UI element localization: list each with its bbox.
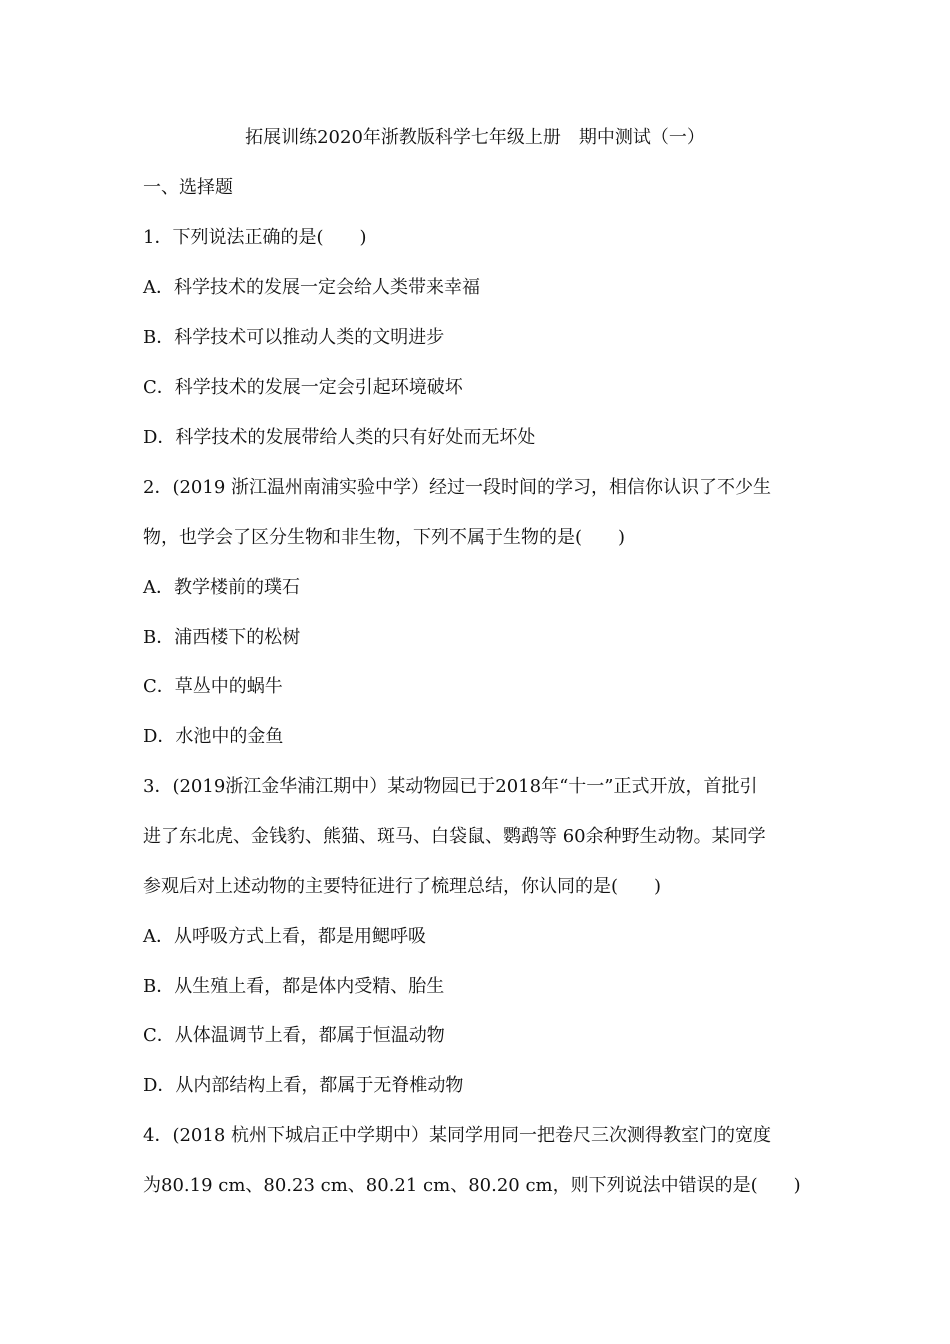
question-1-option-d: D．科学技术的发展带给人类的只有好处而无坏处 [143,427,536,448]
question-2-line-1: 2．(2019 浙江温州南浦实验中学）经过一段时间的学习，相信你认识了不少生 [143,477,772,498]
question-2-line-2: 物，也学会了区分生物和非生物，下列不属于生物的是( ) [143,527,626,548]
question-2-option-a: A．教学楼前的璞石 [143,577,300,598]
question-1-option-b: B．科学技术可以推动人类的文明进步 [143,327,445,348]
question-3-line-3: 参观后对上述动物的主要特征进行了梳理总结，你认同的是( ) [143,876,662,897]
section-heading: 一、选择题 [143,177,233,198]
question-3-line-1: 3．(2019浙江金华浦江期中）某动物园已于2018年“十一”正式开放，首批引 [143,776,758,797]
question-3-line-2: 进了东北虎、金钱豹、熊猫、斑马、白袋鼠、鹦鹉等 60余种野生动物。某同学 [143,826,766,847]
question-4-line-1: 4．(2018 杭州下城启正中学期中）某同学用同一把卷尺三次测得教室门的宽度 [143,1125,772,1146]
question-1: 1．下列说法正确的是( ) [143,227,367,248]
document-title: 拓展训练2020年浙教版科学七年级上册 期中测试（一） [245,127,705,148]
question-1-option-a: A．科学技术的发展一定会给人类带来幸福 [143,277,480,298]
question-2-option-d: D．水池中的金鱼 [143,726,284,747]
question-2-option-b: B．浦西楼下的松树 [143,627,301,648]
question-1-option-c: C．科学技术的发展一定会引起环境破坏 [143,377,463,398]
question-3-option-b: B．从生殖上看，都是体内受精、胎生 [143,976,445,997]
question-2-option-c: C．草丛中的蜗牛 [143,676,283,697]
question-3-option-a: A．从呼吸方式上看，都是用鳃呼吸 [143,926,426,947]
question-3-option-d: D．从内部结构上看，都属于无脊椎动物 [143,1075,464,1096]
question-4-line-2: 为80.19 cm、80.23 cm、80.21 cm、80.20 cm，则下列说法中错误的是( ) [143,1175,801,1196]
question-3-option-c: C．从体温调节上看，都属于恒温动物 [143,1025,445,1046]
